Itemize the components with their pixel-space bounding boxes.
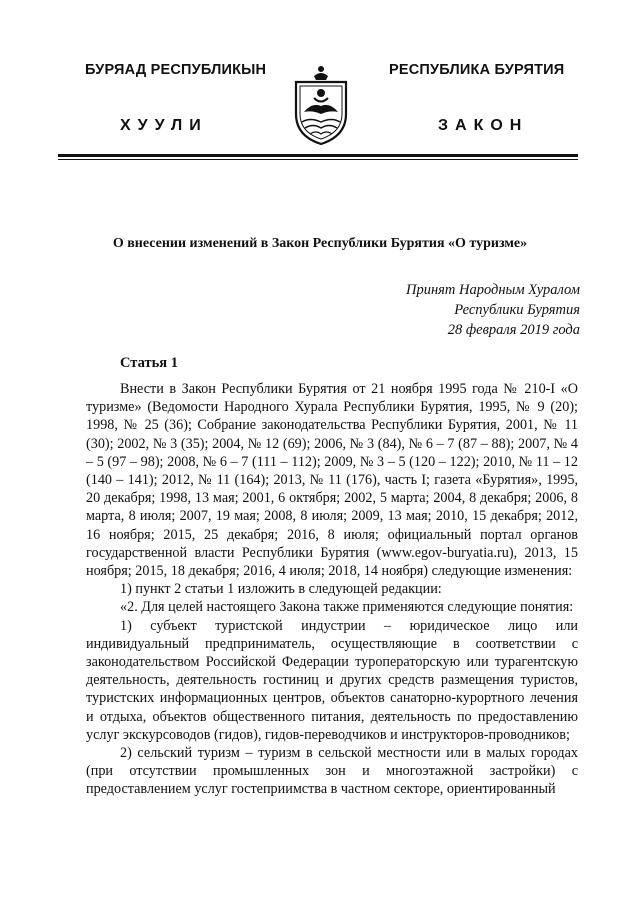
paragraph: Внести в Закон Республики Бурятия от 21 ноября 1995 года № 210-I «О туризме» (Ведомости Народного Хурала Республики Бурятия, 1995, № 9 (20); 1998, № 25 (36); Собрание законодательства Республики Бурятия, 2001, № 11 (30); 2002, № 3 (35); 2004, № 12 (69); 2006, № 3 (84), № 6 – 7 (87 – 88); 2007, № 4 – 5 (97 – 98); 2008, № 6 – 7 (111 – 112); 2009, № 3 – 5 (120 – 122); 2010, № 11 – 12 (140 – 141); 2012, № 11 (164); 2013, № 11 (176), часть I; газета «Бурятия», 1995, 20 декабря; 1998, 13 мая; 2001, 6 октября; 2002, 5 марта; 2004, 8 декабря; 2006, 8 марта, 8 июля; 2007, 19 мая; 2008, 8 июля; 2009, 13 мая; 2010, 15 декабря; 2012, 16 ноября; 2015, 25 декабря; 2016, 8 июля; официальный портал органов государственной власти Республики Бурятия (www.egov-buryatia.ru), 2013, 15 ноября; 2015, 18 декабря; 2016, 4 июля; 2018, 14 ноября) следующие изменения: [86,381,578,580]
paragraph: 2) сельский туризм – туризм в сельской местности или в малых городах (при отсутствии промышленных зон и многоэтажной застройки) с предоставлением услуг гостеприимства в частном секторе, ориентированный [86,745,578,798]
adoption-date: 28 февраля 2019 года [447,322,580,338]
paragraph: «2. Для целей настоящего Закона также применяются следующие понятия: [120,599,574,616]
header-left-title: БУРЯАД РЕСПУБЛИКЫН [85,62,267,78]
article-heading: Статья 1 [120,355,178,371]
header-right-title: РЕСПУБЛИКА БУРЯТИЯ [389,62,565,78]
law-title: О внесении изменений в Закон Республики Бурятия «О туризме» [112,236,528,251]
paragraph: 1) пункт 2 статьи 1 изложить в следующей редакции: [120,581,442,598]
header-left-subtitle: ХУУЛИ [120,117,208,134]
paragraph: 1) субъект туристской индустрии – юридическое лицо или индивидуальный предприниматель, осуществляющие в соответствии с законодательством Российской Федерации туроператорскую или турагентскую деятельность, деятельность гостиниц и других средств размещения туристов, туристских информационных центров, объектов санаторно-курортного лечения и отдыха, объектов общественного питания, деятельность по предоставлению услуг экскурсоводов (гидов), гидов-переводчиков и инструкторов-проводников; [86,617,578,743]
header-rule-thick [58,154,578,157]
header-right-subtitle: ЗАКОН [438,117,529,134]
adoption-note [406,280,580,340]
article-body [86,380,578,799]
header-rule-thin [58,159,578,160]
adoption-line: Принят Народным Хуралом [405,282,580,298]
adoption-line: Республики Бурятия [454,302,580,318]
coat-of-arms-icon [290,62,352,146]
